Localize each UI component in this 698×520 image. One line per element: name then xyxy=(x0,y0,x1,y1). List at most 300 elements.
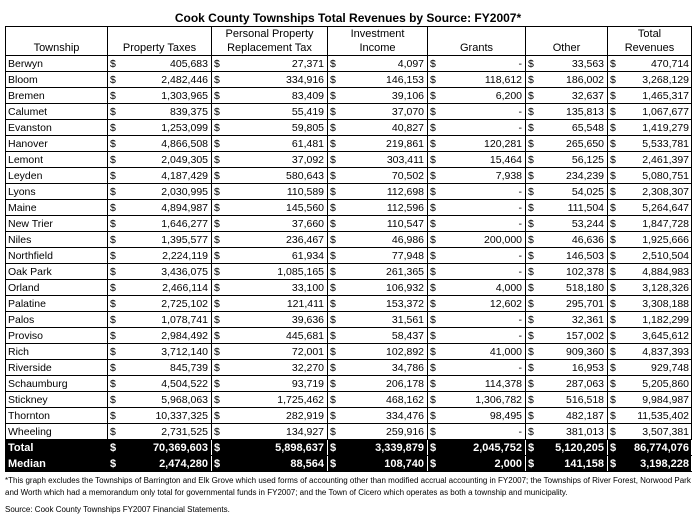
currency-symbol: $ xyxy=(428,56,446,72)
currency-symbol: $ xyxy=(328,344,346,360)
currency-symbol: $ xyxy=(328,312,346,328)
property-taxes-value: 1,253,099 xyxy=(126,120,212,136)
grants-value: 2,000 xyxy=(446,456,526,472)
currency-symbol: $ xyxy=(328,152,346,168)
total-revenues-amount: 1,465,317 xyxy=(642,89,690,102)
township-name: Proviso xyxy=(6,328,108,344)
other-value: 381,013 xyxy=(544,424,608,440)
total-revenues-value xyxy=(608,200,692,216)
grants-value: 2,045,752 xyxy=(446,440,526,456)
currency-symbol: $ xyxy=(108,152,126,168)
total-revenues-amount: 929,748 xyxy=(651,361,690,374)
other-value: 65,548 xyxy=(544,120,608,136)
total-revenues-value xyxy=(608,296,692,312)
other-value: 33,563 xyxy=(544,56,608,72)
pprt-value: 37,660 xyxy=(230,216,328,232)
currency-symbol: $ xyxy=(328,296,346,312)
township-name: Rich xyxy=(6,344,108,360)
pprt-value: 121,411 xyxy=(230,296,328,312)
currency-symbol: $ xyxy=(610,121,616,134)
total-revenues-value xyxy=(608,216,692,232)
currency-symbol: $ xyxy=(610,105,616,118)
property-taxes-value: 4,504,522 xyxy=(126,376,212,392)
grants-value: 118,612 xyxy=(446,72,526,88)
currency-symbol: $ xyxy=(212,184,230,200)
currency-symbol: $ xyxy=(610,89,616,102)
investment-value: 40,827 xyxy=(346,120,428,136)
other-value: 135,813 xyxy=(544,104,608,120)
table-row xyxy=(6,184,692,200)
total-revenues-value xyxy=(608,152,692,168)
header-grants: Grants xyxy=(428,41,526,56)
header-other-top xyxy=(526,27,608,42)
header-total-top: Total xyxy=(608,27,692,42)
township-name: Hanover xyxy=(6,136,108,152)
grants-value: 114,378 xyxy=(446,376,526,392)
table-row xyxy=(6,424,692,440)
investment-value: 259,916 xyxy=(346,424,428,440)
pprt-value: 110,589 xyxy=(230,184,328,200)
other-value: 909,360 xyxy=(544,344,608,360)
currency-symbol: $ xyxy=(212,296,230,312)
pprt-value: 37,092 xyxy=(230,152,328,168)
revenue-table xyxy=(5,26,692,472)
table-row xyxy=(6,312,692,328)
grants-value: - xyxy=(446,312,526,328)
currency-symbol: $ xyxy=(108,360,126,376)
total-revenues-amount: 5,080,751 xyxy=(642,169,690,182)
total-revenues-value xyxy=(608,280,692,296)
property-taxes-value: 2,224,119 xyxy=(126,248,212,264)
investment-value: 110,547 xyxy=(346,216,428,232)
other-value: 102,378 xyxy=(544,264,608,280)
investment-value: 3,339,879 xyxy=(346,440,428,456)
currency-symbol: $ xyxy=(108,424,126,440)
currency-symbol: $ xyxy=(108,456,126,472)
table-header xyxy=(6,27,692,56)
other-value: 32,361 xyxy=(544,312,608,328)
currency-symbol: $ xyxy=(428,296,446,312)
total-revenues-amount: 1,925,666 xyxy=(642,233,690,246)
currency-symbol: $ xyxy=(428,152,446,168)
currency-symbol: $ xyxy=(610,265,616,278)
table-row xyxy=(6,392,692,408)
currency-symbol: $ xyxy=(212,136,230,152)
total-revenues-value xyxy=(608,424,692,440)
currency-symbol: $ xyxy=(212,232,230,248)
currency-symbol: $ xyxy=(212,104,230,120)
total-revenues-amount: 86,774,076 xyxy=(633,441,690,454)
revenue-report xyxy=(5,11,691,516)
currency-symbol: $ xyxy=(212,312,230,328)
table-row xyxy=(6,168,692,184)
total-revenues-amount: 3,507,381 xyxy=(642,425,690,438)
currency-symbol: $ xyxy=(526,296,544,312)
currency-symbol: $ xyxy=(212,88,230,104)
property-taxes-value: 3,436,075 xyxy=(126,264,212,280)
other-value: 146,503 xyxy=(544,248,608,264)
currency-symbol: $ xyxy=(428,344,446,360)
township-name: Orland xyxy=(6,280,108,296)
currency-symbol: $ xyxy=(328,88,346,104)
other-value: 234,239 xyxy=(544,168,608,184)
currency-symbol: $ xyxy=(328,136,346,152)
total-revenues-value xyxy=(608,88,692,104)
table-row xyxy=(6,376,692,392)
currency-symbol: $ xyxy=(108,296,126,312)
table-row xyxy=(6,264,692,280)
investment-value: 112,596 xyxy=(346,200,428,216)
total-revenues-amount: 5,533,781 xyxy=(642,137,690,150)
grants-value: - xyxy=(446,200,526,216)
header-pprt-top: Personal Property xyxy=(212,27,328,42)
investment-value: 303,411 xyxy=(346,152,428,168)
township-name: Niles xyxy=(6,232,108,248)
currency-symbol: $ xyxy=(526,392,544,408)
currency-symbol: $ xyxy=(428,376,446,392)
currency-symbol: $ xyxy=(212,56,230,72)
currency-symbol: $ xyxy=(428,136,446,152)
currency-symbol: $ xyxy=(108,248,126,264)
grants-value: - xyxy=(446,120,526,136)
header-township-top xyxy=(6,27,108,42)
investment-value: 77,948 xyxy=(346,248,428,264)
other-value: 518,180 xyxy=(544,280,608,296)
header-property-taxes: Property Taxes xyxy=(108,41,212,56)
currency-symbol: $ xyxy=(212,456,230,472)
currency-symbol: $ xyxy=(108,216,126,232)
currency-symbol: $ xyxy=(428,408,446,424)
currency-symbol: $ xyxy=(212,200,230,216)
currency-symbol: $ xyxy=(526,136,544,152)
currency-symbol: $ xyxy=(526,280,544,296)
currency-symbol: $ xyxy=(428,424,446,440)
currency-symbol: $ xyxy=(428,120,446,136)
currency-symbol: $ xyxy=(428,312,446,328)
pprt-value: 1,085,165 xyxy=(230,264,328,280)
total-revenues-amount: 4,837,393 xyxy=(642,345,690,358)
other-value: 54,025 xyxy=(544,184,608,200)
property-taxes-value: 1,646,277 xyxy=(126,216,212,232)
investment-value: 468,162 xyxy=(346,392,428,408)
currency-symbol: $ xyxy=(428,280,446,296)
total-revenues-amount: 470,714 xyxy=(651,57,690,70)
township-name: Stickney xyxy=(6,392,108,408)
header-pprt: Replacement Tax xyxy=(212,41,328,56)
pprt-value: 236,467 xyxy=(230,232,328,248)
township-name: Oak Park xyxy=(6,264,108,280)
table-row xyxy=(6,216,692,232)
currency-symbol: $ xyxy=(526,456,544,472)
currency-symbol: $ xyxy=(610,73,616,86)
pprt-value: 134,927 xyxy=(230,424,328,440)
currency-symbol: $ xyxy=(328,440,346,456)
currency-symbol: $ xyxy=(108,232,126,248)
property-taxes-value: 1,078,741 xyxy=(126,312,212,328)
other-value: 53,244 xyxy=(544,216,608,232)
currency-symbol: $ xyxy=(108,200,126,216)
currency-symbol: $ xyxy=(428,216,446,232)
currency-symbol: $ xyxy=(108,264,126,280)
currency-symbol: $ xyxy=(212,440,230,456)
currency-symbol: $ xyxy=(108,376,126,392)
total-revenues-value xyxy=(608,104,692,120)
currency-symbol: $ xyxy=(328,232,346,248)
currency-symbol: $ xyxy=(610,345,616,358)
pprt-value: 334,916 xyxy=(230,72,328,88)
currency-symbol: $ xyxy=(610,425,616,438)
investment-value: 37,070 xyxy=(346,104,428,120)
property-taxes-value: 1,395,577 xyxy=(126,232,212,248)
investment-value: 70,502 xyxy=(346,168,428,184)
currency-symbol: $ xyxy=(526,424,544,440)
currency-symbol: $ xyxy=(526,440,544,456)
table-row xyxy=(6,408,692,424)
pprt-value: 145,560 xyxy=(230,200,328,216)
currency-symbol: $ xyxy=(212,216,230,232)
currency-symbol: $ xyxy=(212,120,230,136)
township-name: Thornton xyxy=(6,408,108,424)
currency-symbol: $ xyxy=(610,233,616,246)
currency-symbol: $ xyxy=(610,217,616,230)
grants-value: - xyxy=(446,104,526,120)
grants-value: - xyxy=(446,360,526,376)
other-value: 141,158 xyxy=(544,456,608,472)
currency-symbol: $ xyxy=(526,328,544,344)
table-row xyxy=(6,72,692,88)
table-row xyxy=(6,280,692,296)
currency-symbol: $ xyxy=(610,153,616,166)
property-taxes-value: 2,030,995 xyxy=(126,184,212,200)
total-revenues-value xyxy=(608,120,692,136)
pprt-value: 282,919 xyxy=(230,408,328,424)
table-row xyxy=(6,232,692,248)
other-value: 482,187 xyxy=(544,408,608,424)
currency-symbol: $ xyxy=(328,248,346,264)
currency-symbol: $ xyxy=(526,232,544,248)
currency-symbol: $ xyxy=(526,104,544,120)
grants-value: 12,602 xyxy=(446,296,526,312)
investment-value: 108,740 xyxy=(346,456,428,472)
pprt-value: 59,805 xyxy=(230,120,328,136)
report-title: Cook County Townships Total Revenues by Source: FY2007* xyxy=(174,11,522,25)
grants-value: 1,306,782 xyxy=(446,392,526,408)
currency-symbol: $ xyxy=(328,56,346,72)
table-row xyxy=(6,136,692,152)
total-revenues-value xyxy=(608,264,692,280)
investment-value: 112,698 xyxy=(346,184,428,200)
header-property-taxes-top xyxy=(108,27,212,42)
currency-symbol: $ xyxy=(610,249,616,262)
table-row xyxy=(6,360,692,376)
currency-symbol: $ xyxy=(328,280,346,296)
currency-symbol: $ xyxy=(212,264,230,280)
total-revenues-value xyxy=(608,312,692,328)
grants-value: 41,000 xyxy=(446,344,526,360)
currency-symbol: $ xyxy=(108,408,126,424)
table-row xyxy=(6,152,692,168)
total-revenues-amount: 3,645,612 xyxy=(642,329,690,342)
table-row xyxy=(6,248,692,264)
total-revenues-amount: 5,205,860 xyxy=(642,377,690,390)
footnote: *This graph excludes the Townships of Barrington and Elk Grove which used forms of accounting other than modified accrual accounting in FY2007; the Townships of River Forest, Norwood Park and Worth which had a memorandum only total for governmental funds in FY2007; and the Town of Cicero which operates as both a township and municipality. xyxy=(5,476,691,497)
currency-symbol: $ xyxy=(526,200,544,216)
currency-symbol: $ xyxy=(610,441,617,454)
currency-symbol: $ xyxy=(526,184,544,200)
township-name: Bloom xyxy=(6,72,108,88)
investment-value: 219,861 xyxy=(346,136,428,152)
grants-value: - xyxy=(446,264,526,280)
pprt-value: 88,564 xyxy=(230,456,328,472)
total-revenues-amount: 3,268,129 xyxy=(642,73,690,86)
property-taxes-value: 4,187,429 xyxy=(126,168,212,184)
investment-value: 31,561 xyxy=(346,312,428,328)
investment-value: 153,372 xyxy=(346,296,428,312)
grants-value: - xyxy=(446,184,526,200)
currency-symbol: $ xyxy=(526,72,544,88)
currency-symbol: $ xyxy=(428,88,446,104)
total-revenues-amount: 3,128,326 xyxy=(642,281,690,294)
currency-symbol: $ xyxy=(108,104,126,120)
grants-value: - xyxy=(446,328,526,344)
currency-symbol: $ xyxy=(428,360,446,376)
currency-symbol: $ xyxy=(328,408,346,424)
currency-symbol: $ xyxy=(610,361,616,374)
currency-symbol: $ xyxy=(526,264,544,280)
total-revenues-amount: 1,182,299 xyxy=(642,313,690,326)
currency-symbol: $ xyxy=(526,376,544,392)
currency-symbol: $ xyxy=(610,457,617,470)
currency-symbol: $ xyxy=(328,376,346,392)
pprt-value: 1,725,462 xyxy=(230,392,328,408)
currency-symbol: $ xyxy=(428,456,446,472)
total-revenues-amount: 1,067,677 xyxy=(642,105,690,118)
other-value: 5,120,205 xyxy=(544,440,608,456)
total-revenues-amount: 2,510,504 xyxy=(642,249,690,262)
currency-symbol: $ xyxy=(428,328,446,344)
township-name: Riverside xyxy=(6,360,108,376)
currency-symbol: $ xyxy=(212,152,230,168)
header-total: Revenues xyxy=(608,41,692,56)
property-taxes-value: 2,466,114 xyxy=(126,280,212,296)
property-taxes-value: 2,725,102 xyxy=(126,296,212,312)
other-value: 46,636 xyxy=(544,232,608,248)
pprt-value: 27,371 xyxy=(230,56,328,72)
currency-symbol: $ xyxy=(108,280,126,296)
pprt-value: 32,270 xyxy=(230,360,328,376)
currency-symbol: $ xyxy=(526,88,544,104)
currency-symbol: $ xyxy=(428,440,446,456)
currency-symbol: $ xyxy=(212,408,230,424)
investment-value: 34,786 xyxy=(346,360,428,376)
table-row xyxy=(6,56,692,72)
header-investment-top: Investment xyxy=(328,27,428,42)
other-value: 111,504 xyxy=(544,200,608,216)
header-other: Other xyxy=(526,41,608,56)
total-revenues-amount: 3,308,188 xyxy=(642,297,690,310)
currency-symbol: $ xyxy=(108,88,126,104)
property-taxes-value: 10,337,325 xyxy=(126,408,212,424)
header-grants-top xyxy=(428,27,526,42)
total-revenues-amount: 1,847,728 xyxy=(642,217,690,230)
total-revenues-amount: 9,984,987 xyxy=(642,393,690,406)
summary-row xyxy=(6,456,692,472)
currency-symbol: $ xyxy=(108,168,126,184)
property-taxes-value: 4,866,508 xyxy=(126,136,212,152)
other-value: 56,125 xyxy=(544,152,608,168)
total-revenues-value xyxy=(608,136,692,152)
table-row xyxy=(6,120,692,136)
other-value: 157,002 xyxy=(544,328,608,344)
currency-symbol: $ xyxy=(610,57,616,70)
grants-value: - xyxy=(446,248,526,264)
currency-symbol: $ xyxy=(212,248,230,264)
pprt-value: 580,643 xyxy=(230,168,328,184)
township-name: Wheeling xyxy=(6,424,108,440)
grants-value: - xyxy=(446,216,526,232)
property-taxes-value: 4,894,987 xyxy=(126,200,212,216)
property-taxes-value: 5,968,063 xyxy=(126,392,212,408)
investment-value: 58,437 xyxy=(346,328,428,344)
township-name: Schaumburg xyxy=(6,376,108,392)
township-name: Total xyxy=(6,440,108,456)
township-name: Palatine xyxy=(6,296,108,312)
source-note: Source: Cook County Townships FY2007 Financial Statements. xyxy=(5,505,230,514)
investment-value: 39,106 xyxy=(346,88,428,104)
currency-symbol: $ xyxy=(212,168,230,184)
township-name: New Trier xyxy=(6,216,108,232)
pprt-value: 33,100 xyxy=(230,280,328,296)
total-revenues-value xyxy=(608,456,692,472)
property-taxes-value: 70,369,603 xyxy=(126,440,212,456)
total-revenues-amount: 3,198,228 xyxy=(640,457,690,470)
header-township: Township xyxy=(6,41,108,56)
township-name: Lyons xyxy=(6,184,108,200)
investment-value: 146,153 xyxy=(346,72,428,88)
pprt-value: 83,409 xyxy=(230,88,328,104)
currency-symbol: $ xyxy=(212,376,230,392)
property-taxes-value: 1,303,965 xyxy=(126,88,212,104)
property-taxes-value: 2,474,280 xyxy=(126,456,212,472)
currency-symbol: $ xyxy=(610,185,616,198)
currency-symbol: $ xyxy=(328,392,346,408)
township-name: Bremen xyxy=(6,88,108,104)
currency-symbol: $ xyxy=(108,312,126,328)
table-row xyxy=(6,328,692,344)
total-revenues-value xyxy=(608,344,692,360)
currency-symbol: $ xyxy=(526,248,544,264)
other-value: 287,063 xyxy=(544,376,608,392)
total-revenues-amount: 1,419,279 xyxy=(642,121,690,134)
currency-symbol: $ xyxy=(108,344,126,360)
currency-symbol: $ xyxy=(108,120,126,136)
pprt-value: 61,481 xyxy=(230,136,328,152)
currency-symbol: $ xyxy=(428,168,446,184)
currency-symbol: $ xyxy=(428,72,446,88)
total-revenues-value xyxy=(608,72,692,88)
currency-symbol: $ xyxy=(610,297,616,310)
pprt-value: 93,719 xyxy=(230,376,328,392)
township-name: Lemont xyxy=(6,152,108,168)
pprt-value: 445,681 xyxy=(230,328,328,344)
other-value: 295,701 xyxy=(544,296,608,312)
township-name: Median xyxy=(6,456,108,472)
pprt-value: 39,636 xyxy=(230,312,328,328)
currency-symbol: $ xyxy=(526,360,544,376)
table-row xyxy=(6,200,692,216)
table-row xyxy=(6,344,692,360)
currency-symbol: $ xyxy=(428,184,446,200)
